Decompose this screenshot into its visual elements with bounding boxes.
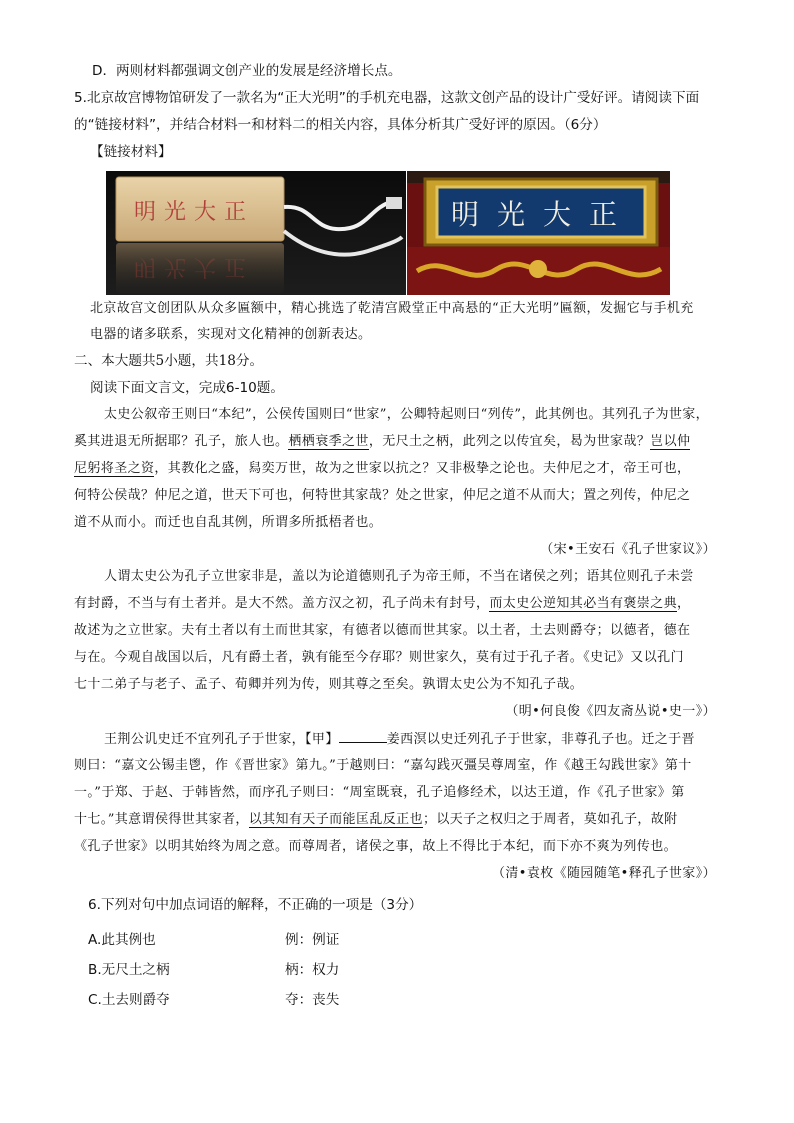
- bracket-jia: 【甲】: [305, 732, 339, 747]
- passage-1-line-3: 尼躬将圣之资，其教化之盛，舄奕万世，故为之世家以抗之？又非极挚之论也。夫仲尼之才，帝王可也，: [74, 461, 691, 476]
- passage-3-line-2: 则曰：“嘉文公锡圭鬯，作《晋世家》第九。”于越则曰：“嘉勾践灭彊吴尊周室，作《越王勾践世家》第十: [74, 758, 692, 773]
- q6-option-c-gloss: 夺：丧失: [285, 992, 340, 1008]
- passage-2-line-1: 人谓太史公为孔子立世家非是，盖以为论道德则孔子为帝王师，不当在诸侯之列；语其位则孔子未尝: [104, 569, 694, 584]
- question-5-line-1: 5.北京故宫博物馆研发了一款名为“正大光明”的手机充电器，这款文创产品的设计广受好评。请阅读下面: [74, 90, 700, 106]
- palace-plaque-text: 明光大正: [451, 198, 636, 231]
- q6-option-b[interactable]: B.无尺土之柄: [88, 962, 170, 978]
- underlined-phrase: 以其知有天子而能匡乱反正也: [248, 812, 423, 827]
- palace-plaque-photo: [407, 171, 670, 295]
- passage-3-line-5: 《孔子世家》以明其始终为周之意。而尊周者，诸侯之事，故上不得比于本纪，而下亦不爽为列传也。: [74, 839, 678, 854]
- charger-photo: [106, 171, 406, 295]
- passage-3-line-4: 十七。”其意谓侯得世其家者，以其知有天子而能匡乱反正也；以天子之权归之于周者，莫如孔子，故附: [74, 812, 678, 827]
- passage-3-line-1: 王荆公讥史迁不宜列孔子于世家，【甲】 姜西溟以史迁列孔子于世家，非尊孔子也。迁之于晋: [104, 732, 695, 747]
- link-material-label: 【链接材料】: [90, 144, 172, 160]
- passage-1-line-1: 太史公叙帝王则曰“本纪”，公侯传国则曰“世家”，公卿特起则曰“列传”，此其例也。其列孔子为世家，: [104, 407, 710, 422]
- passage-3-source: （清•袁枚《随园随笔•释孔子世家》）: [491, 866, 716, 881]
- underlined-phrase: 岂以仲: [650, 434, 691, 449]
- caption-line-2: 电器的诸多联系，实现对文化精神的创新表达。: [90, 327, 372, 342]
- underlined-phrase: 尼躬将圣之资: [74, 461, 155, 476]
- q6-option-a-gloss: 例：例证: [285, 932, 340, 948]
- passage-2-line-2: 有封爵，不当与有土者并。是大不然。盖方汉之初，孔子尚未有封号，而太史公逆知其必当有褒崇之典，: [74, 596, 691, 611]
- underlined-phrase: 而太史公逆知其必当有褒崇之典: [489, 596, 678, 611]
- passage-1-line-4: 何特公侯哉？仲尼之道，世天下可也，何特世其家哉？处之世家，仲尼之道不从而大；置之列传，仲尼之: [74, 488, 691, 503]
- passage-1-source: （宋•王安石《孔子世家议》）: [540, 542, 716, 557]
- option-d: D．两则材料都强调文创产业的发展是经济增长点。: [92, 63, 402, 79]
- answer-blank[interactable]: [339, 730, 387, 743]
- passage-2-source: （明•何良俊《四友斋丛说•史一》）: [505, 704, 716, 719]
- passage-2-line-4: 与在。今观自战国以后，凡有爵土者，孰有能至今存耶？则世家久，莫有过于孔子者。《史记》又以孔门: [74, 650, 684, 665]
- q6-option-c[interactable]: C.土去则爵夺: [88, 992, 170, 1008]
- passage-2-line-3: 故述为之立世家。夫有土者以有土而世其家，有德者以德而世其家。以土者，土去则爵夺；以德者，德在: [74, 623, 691, 638]
- passage-1-line-5: 道不从而小。而迁也自乱其例，所谓多所抵梧者也。: [74, 515, 383, 530]
- plaque-frame-image: [407, 171, 670, 295]
- passage-2-line-5: 七十二弟子与老子、孟子、荀卿并列为传，则其尊之至矣。孰谓太史公为不知孔子哉。: [74, 677, 584, 692]
- q6-option-b-gloss: 柄：权力: [285, 962, 340, 978]
- caption-line-1: 北京故宫文创团队从众多匾额中，精心挑选了乾清宫殿堂正中高悬的“正大光明”匾额，发掘它与手机充: [90, 301, 694, 316]
- charger-reflection-text: 明光大正: [134, 254, 255, 279]
- underlined-phrase: 栖栖衰季之世: [288, 434, 369, 449]
- section-2-intro: 阅读下面文言文，完成6-10题。: [90, 380, 284, 396]
- question-6-stem: 6.下列对句中加点词语的解释，不正确的一项是（3分）: [88, 897, 423, 913]
- passage-1-line-2: 奚其进退无所据耶？孔子，旅人也。栖栖衰季之世，无尺土之柄，此列之以传宜矣，曷为世家哉？岂以仲: [74, 434, 691, 449]
- q6-option-a[interactable]: A.此其例也: [88, 932, 156, 948]
- section-2-heading: 二、本大题共5小题，共18分。: [74, 353, 264, 369]
- passage-3-line-3: 一。”于郑、于赵、于韩皆然，而序孔子则曰：“周室既衰，孔子追修经术，以达王道，作《孔子世家》第: [74, 785, 685, 800]
- charger-plaque-text: 明光大正: [134, 200, 255, 225]
- question-5-line-2: 的“链接材料”，并结合材料一和材料二的相关内容，具体分析其广受好评的原因。（6分）: [74, 117, 607, 133]
